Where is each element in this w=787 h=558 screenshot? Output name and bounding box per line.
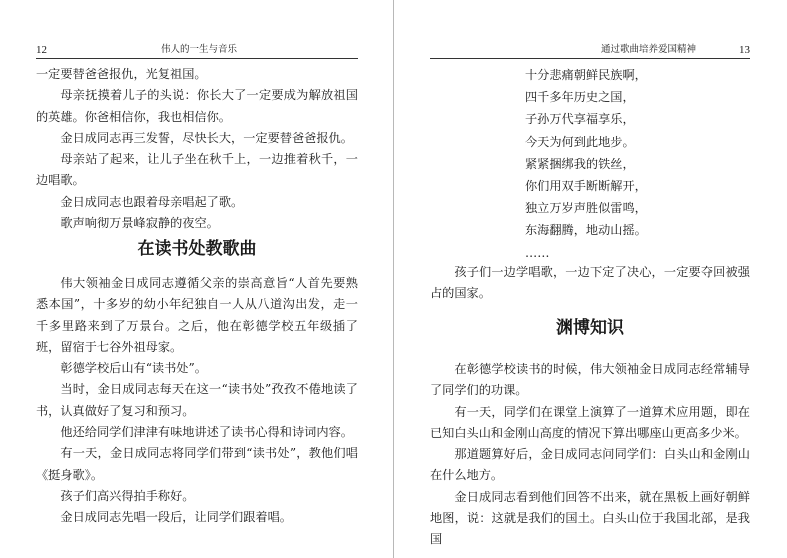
left-page [0, 0, 393, 558]
running-head [36, 42, 358, 58]
paragraph: 彰德学校后山有“读书处”。 [60, 361, 207, 376]
lyric-line: 你们用双手断断解开， [525, 179, 647, 194]
header-rule [430, 58, 750, 59]
lyric-ellipsis: …… [525, 245, 550, 260]
paragraph: 伟大领袖金日成同志遵循父亲的崇高意旨“人首先要熟悉本国”，十多岁的幼小年纪独自一人从八道沟出发，走一千多里路来到了万景台。之后，他在彰德学校五年级插了班，留宿于七谷外祖母家。 [36, 276, 358, 354]
lyric-line: 十分悲痛朝鲜民族啊， [525, 68, 647, 82]
paragraph: 他还给同学们津津有味地讲述了读书心得和诗词内容。 [60, 425, 353, 440]
paragraph: 孩子们高兴得拍手称好。 [60, 488, 195, 503]
paragraph: 金日成同志看到他们回答不出来，就在黑板上画好朝鲜地图，说：这就是我们的国土。白头山位于我国北部，是我国 [430, 489, 750, 547]
lyric-line: 独立万岁声胜似雷鸣， [525, 201, 647, 216]
paragraph: 金日成同志也跟着母亲唱起了歌。 [60, 194, 244, 209]
paragraph: 母亲站了起来，让儿子坐在秋千上，一边推着秋千，一边唱歌。 [36, 152, 358, 188]
paragraph: 金日成同志先唱一段后，让同学们跟着唱。 [60, 510, 292, 525]
running-head [430, 42, 750, 58]
lyric-line: 今天为何到此地步。 [525, 134, 635, 149]
page-number: 13 [739, 44, 750, 56]
left-top-text [36, 64, 358, 234]
paragraph: 那道题算好后，金日成同志问同学们：白头山和金刚山在什么地方。 [430, 447, 750, 483]
paragraph: 歌声响彻万景峰寂静的夜空。 [60, 216, 219, 231]
left-bottom-text [36, 273, 358, 529]
paragraph: 孩子们一边学唱歌，一边下定了决心，一定要夺回被强占的国家。 [430, 265, 750, 301]
page-number: 12 [36, 44, 47, 56]
section-title: 渊博知识 [556, 318, 624, 338]
right-page [394, 0, 787, 558]
header-rule [36, 58, 358, 59]
song-lyrics [525, 64, 725, 264]
running-title: 伟人的一生与音乐 [161, 44, 238, 55]
right-bottom-text [430, 359, 750, 551]
lyric-line: 东海翻腾，地动山摇。 [525, 223, 647, 238]
lyric-line: 紧紧捆绑我的铁丝， [525, 156, 635, 171]
paragraph: 有一天，金日成同志将同学们带到“读书处”，教他们唱《挺身歌》。 [36, 446, 358, 482]
section-title: 在读书处教歌曲 [137, 239, 257, 259]
lyric-line: 四千多年历史之国， [525, 90, 635, 105]
paragraph: 当时，金日成同志每天在这一“读书处”孜孜不倦地读了书，认真做好了复习和预习。 [36, 382, 358, 418]
paragraph: 有一天，同学们在课堂上演算了一道算术应用题，即在已知白头山和金刚山高度的情况下算出哪座山更高多少米。 [430, 404, 750, 440]
paragraph: 金日成同志再三发誓，尽快长大，一定要替爸爸报仇。 [60, 130, 353, 145]
lyric-line: 子孙万代享福享乐， [525, 112, 635, 127]
paragraph: 一定要替爸爸报仇，光复祖国。 [36, 67, 207, 81]
paragraph: 母亲抚摸着儿子的头说：你长大了一定要成为解放祖国的英雄。你爸相信你，我也相信你。 [36, 88, 358, 124]
right-mid-text [430, 262, 750, 305]
paragraph: 在彰德学校读书的时候，伟大领袖金日成同志经常辅导了同学们的功课。 [430, 362, 750, 398]
running-title: 通过歌曲培养爱国精神 [601, 44, 697, 55]
